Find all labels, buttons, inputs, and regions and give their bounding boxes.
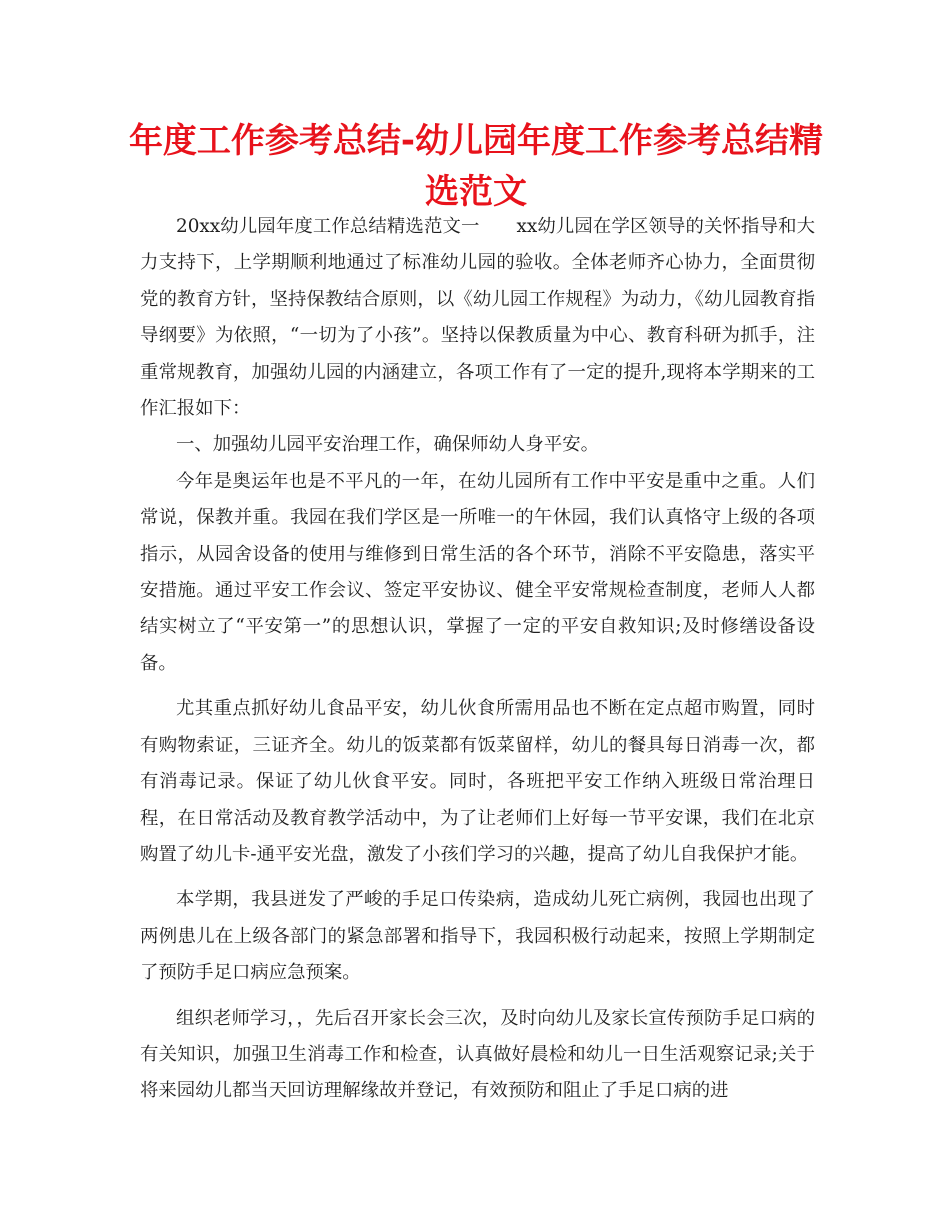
paragraph-prevention: 组织老师学习，，先后召开家长会三次，及时向幼儿及家长宣传预防手足口病的有关知识，加强卫生消毒工作和检查，认真做好晨检和幼儿一日生活观察记录;关于将来园幼儿都当天回访理解缘故并登记，有效预防和阻止了手足口病的进 <box>140 1007 815 1102</box>
document-body <box>140 209 815 1110</box>
paragraph-intro: 20xx幼儿园年度工作总结精选范文一 xx幼儿园在学区领导的关怀指导和大力支持下，上学期顺利地通过了标准幼儿园的验收。全体老师齐心协力，全面贯彻党的教育方针，坚持保教结合原则，以《幼儿园工作规程》为动力，《幼儿园教育指导纲要》为依照，“一切为了小孩”。坚持以保教质量为中心、教育科研为抓手，注重常规教育，加强幼儿园的内涵建立，各项工作有了一定的提升,现将本学期来的工作汇报如下： <box>140 216 815 420</box>
section-heading-safety: 一、加强幼儿园平安治理工作，确保师幼人身平安。 <box>176 434 599 456</box>
document-title: 年度工作参考总结-幼儿园年度工作参考总结精选范文 <box>128 121 824 212</box>
paragraph-safety: 今年是奥运年也是不平凡的一年，在幼儿园所有工作中平安是重中之重。人们常说，保教并重。我园在我们学区是一所唯一的午休园，我们认真恪守上级的各项指示，从园舍设备的使用与维修到日常生活的各个环节，消除不平安隐患，落实平安措施。通过平安工作会议、签定平安协议、健全平安常规检查制度，老师人人都结实树立了“平安第一”的思想认识，掌握了一定的平安自救知识;及时修缮设备设备。 <box>140 470 815 674</box>
paragraph-food-safety: 尤其重点抓好幼儿食品平安，幼儿伙食所需用品也不断在定点超市购置，同时有购物索证，三证齐全。幼儿的饭菜都有饭菜留样，幼儿的餐具每日消毒一次，都有消毒记录。保证了幼儿伙食平安。同时，各班把平安工作纳入班级日常治理日程，在日常活动及教育教学活动中，为了让老师们上好每一节平安课，我们在北京购置了幼儿卡-通平安光盘，激发了小孩们学习的兴趣，提高了幼儿自我保护才能。 <box>140 698 815 865</box>
paragraph-hfmd-outbreak: 本学期，我县迸发了严峻的手足口传染病，造成幼儿死亡病例，我园也出现了两例患儿在上级各部门的紧急部署和指导下，我园积极行动起来，按照上学期制定了预防手足口病应急预案。 <box>140 889 815 984</box>
